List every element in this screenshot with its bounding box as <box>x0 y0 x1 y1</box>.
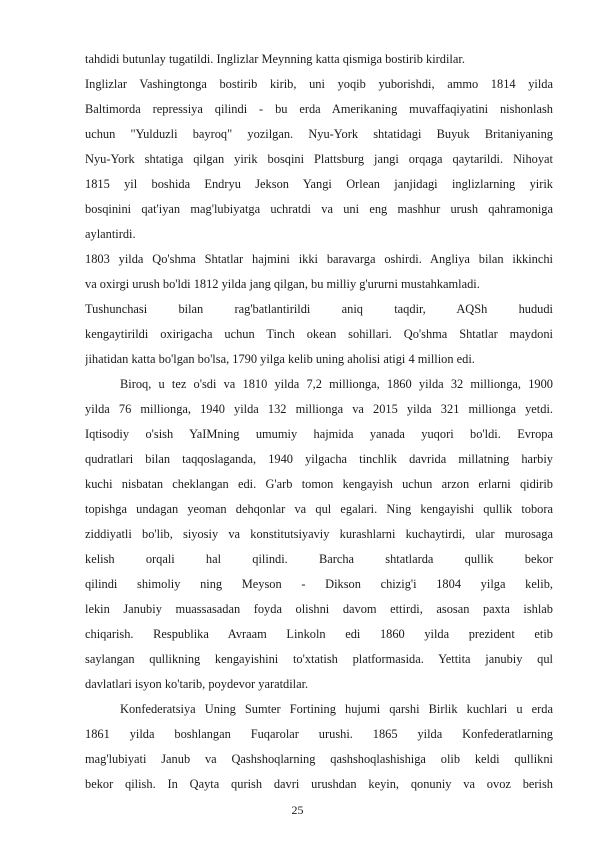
text-line: yilda 76 millionga, 1940 yilda 132 millionga va 2015 yilda 321 millionga yetdi. <box>85 402 553 416</box>
text-line: tahdidi butunlay tugatildi. Inglizlar Meynning katta qismiga bostirib kirdilar. <box>85 52 465 66</box>
text-line: 1803 yilda Qo'shma Shtatlar hajmini ikki baravarga oshirdi. Angliya bilan ikkinchi <box>85 252 553 266</box>
text-line: bekor qilish. In Qayta qurish davri urushdan keyin, qonuniy va ovoz berish <box>85 777 553 791</box>
text-line: aylantirdi. <box>85 227 136 241</box>
text-line: davlatlari isyon ko'tarib, poydevor yaratdilar. <box>85 677 309 691</box>
text-line: va oxirgi urush bo'ldi 1812 yilda jang qilgan, bu milliy g'ururni mustahkamladi. <box>85 277 480 291</box>
text-line: Baltimorda repressiya qilindi - bu erda Amerikaning muvaffaqiyatini nishonlash <box>85 102 553 116</box>
text-line: jihatidan katta bo'lgan bo'lsa, 1790 yilga kelib uning aholisi atigi 4 million edi. <box>85 352 475 366</box>
text-line: topishga undagan yeoman dehqonlar va qul egalari. Ning kengayishi qullik tobora <box>85 502 553 516</box>
text-line: ziddiyatli bo'lib, siyosiy va konstitutsiyaviy kurashlarni kuchaytirdi, ular murosaga <box>85 527 553 541</box>
text-line: Konfederatsiya Uning Sumter Fortining hujumi qarshi Birlik kuchlari u erda <box>120 702 553 716</box>
page-number: 25 <box>291 803 304 817</box>
text-line: Tushunchasi bilan rag'batlantirildi aniq taqdir, AQSh hududi <box>85 302 553 316</box>
text-line: kelish orqali hal qilindi. Barcha shtatlarda qullik bekor <box>85 552 553 566</box>
text-line: kengaytirildi oxirigacha uchun Tinch okean sohillari. Qo'shma Shtatlar maydoni <box>85 327 553 341</box>
text-line: Nyu-York shtatiga qilgan yirik bosqini Plattsburg jangi orqaga qaytarildi. Nihoyat <box>85 152 553 166</box>
text-line: Iqtisodiy o'sish YaIMning umumiy hajmida yanada yuqori bo'ldi. Evropa <box>85 427 553 441</box>
text-line: 1815 yil boshida Endryu Jekson Yangi Orlean janjidagi inglizlarning yirik <box>85 177 553 191</box>
text-line: 1861 yilda boshlangan Fuqarolar urushi. 1865 yilda Konfederatlarning <box>85 727 553 741</box>
text-line: lekin Janubiy muassasadan foyda olishni davom ettirdi, asosan paxta ishlab <box>85 602 553 616</box>
text-line: qilindi shimoliy ning Meyson - Dikson chizig'i 1804 yilga kelib, <box>85 577 553 591</box>
text-line: Biroq, u tez o'sdi va 1810 yilda 7,2 millionga, 1860 yilda 32 millionga, 1900 <box>120 377 553 391</box>
body-text <box>85 47 553 797</box>
text-line: bosqinini qat'iyan mag'lubiyatga uchratdi va uni eng mashhur urush qahramoniga <box>85 202 553 216</box>
text-line: saylangan qullikning kengayishini to'xtatish platformasida. Yettita janubiy qul <box>85 652 553 666</box>
text-line: mag'lubiyati Janub va Qashshoqlarning qashshoqlashishiga olib keldi qullikni <box>85 752 553 766</box>
text-line: qudratlari bilan taqqoslaganda, 1940 yilgacha tinchlik davrida millatning harbiy <box>85 452 553 466</box>
text-line: Inglizlar Vashingtonga bostirib kirib, uni yoqib yuborishdi, ammo 1814 yilda <box>85 77 553 91</box>
text-line: uchun "Yulduzli bayroq" yozilgan. Nyu-York shtatidagi Buyuk Britaniyaning <box>85 127 553 141</box>
text-line: kuchi nisbatan cheklangan edi. G'arb tomon kengayish uchun arzon erlarni qidirib <box>85 477 553 491</box>
text-line: chiqarish. Respublika Avraam Linkoln edi 1860 yilda prezident etib <box>85 627 553 641</box>
